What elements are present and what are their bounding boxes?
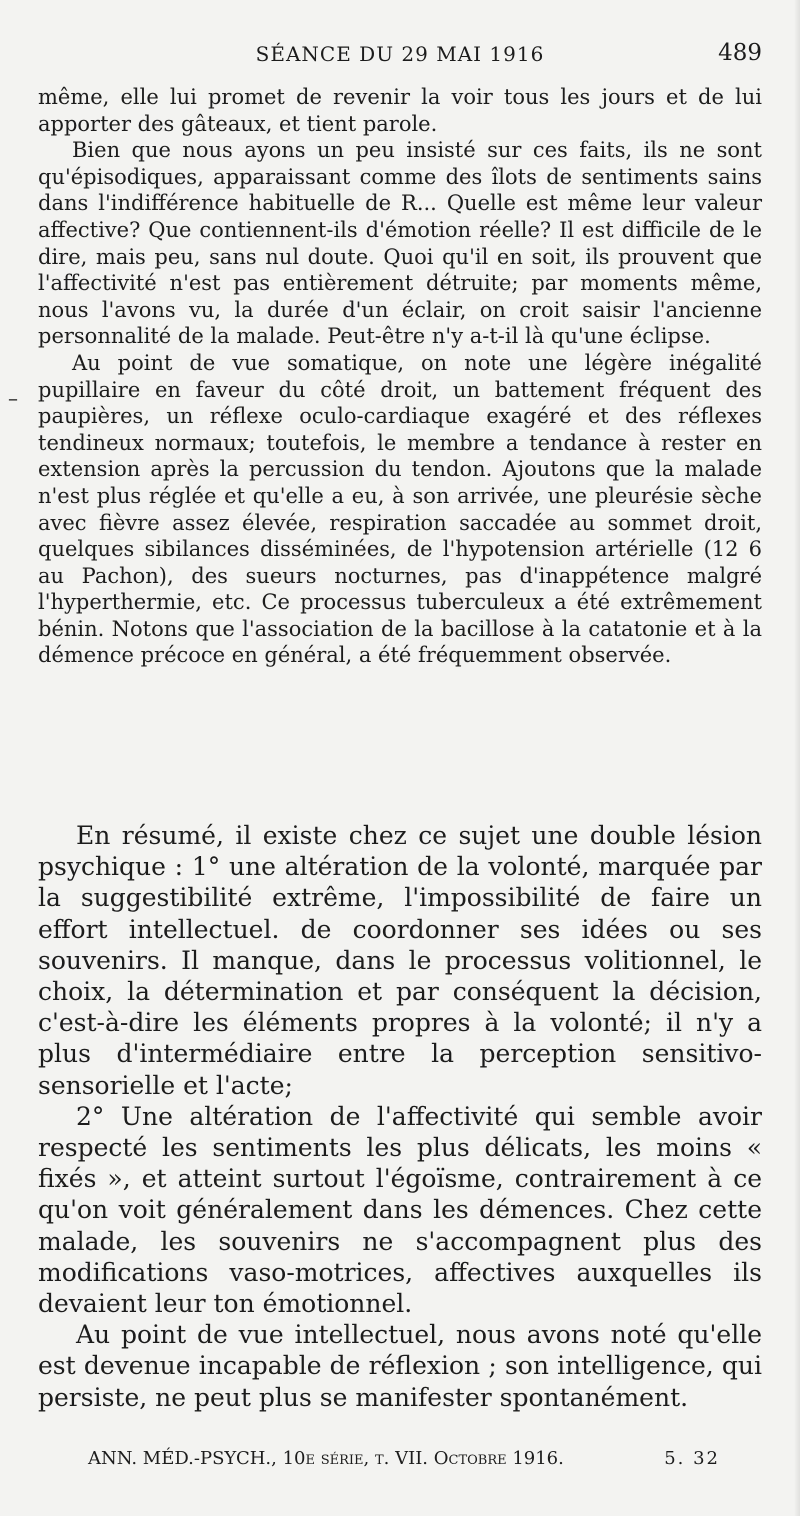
- section-summary: [38, 820, 762, 1413]
- paragraph: 2° Une altération de l'affectivité qui semble avoir respecté les sentiments les plus délicats, les moins « fixés », et atteint surtout l'égoïsme, contrairement à ce qu'on voit généralement dans les démences. Chez cette malade, les souvenirs ne s'accompagnent plus des modifications vaso-motrices, affectives auxquelles ils devaient leur ton émotionnel.: [38, 1101, 762, 1319]
- paragraph: Bien que nous ayons un peu insisté sur ces faits, ils ne sont qu'épisodiques, apparaissant comme des îlots de sentiments sains dans l'indifférence habituelle de R... Quelle est même leur valeur affective? Que contiennent-ils d'émotion réelle? Il est difficile de le dire, mais peu, sans nul doute. Quoi qu'il en soit, ils prouvent que l'affectivité n'est pas entièrement détruite; par moments même, nous l'avons vu, la durée d'un éclair, on croit saisir l'ancienne personnalité de la malade. Peut-être n'y a-t-il là qu'une éclipse.: [38, 138, 762, 349]
- scan-edge-shadow: [794, 0, 800, 1516]
- paragraph: Au point de vue intellectuel, nous avons noté qu'elle est devenue incapable de réflexion ; son intelligence, qui persiste, ne peut plus se manifester spontanément.: [38, 1320, 762, 1412]
- footer-citation: ANN. MÉD.-PSYCH., 10e série, t. VII. Octobre 1916.: [88, 1448, 564, 1469]
- footer-signature: 5. 32: [664, 1448, 720, 1469]
- margin-mark: –: [8, 386, 18, 410]
- page-number: 489: [718, 40, 762, 66]
- paragraph: même, elle lui promet de revenir la voir tous les jours et de lui apporter des gâteaux, et tient parole.: [38, 85, 762, 136]
- paragraph: En résumé, il existe chez ce sujet une double lésion psychique : 1° une altération de la volonté, marquée par la suggestibilité extrême, l'impossibilité de faire un effort intellectuel. de coordonner ses idées ou ses souvenirs. Il manque, dans le processus volitionnel, le choix, la détermination et par conséquent la décision, c'est-à-dire les éléments propres à la volonté; il n'y a plus d'intermédiaire entre la perception sensitivo-sensorielle et l'acte;: [38, 821, 762, 1100]
- page-header: [38, 38, 762, 78]
- paragraph: Au point de vue somatique, on note une légère inégalité pupillaire en faveur du côté droit, un battement fréquent des paupières, un réflexe oculo-cardiaque exagéré et des réflexes tendineux normaux; toutefois, le membre a tendance à rester en extension après la percussion du tendon. Ajoutons que la malade n'est plus réglée et qu'elle a eu, à son arrivée, une pleurésie sèche avec fièvre assez élevée, respiration saccadée au sommet droit, quelques sibilances disséminées, de l'hypotension artérielle (12 6 au Pachon), des sueurs nocturnes, pas d'inappétence malgré l'hyperthermie, etc. Ce processus tuberculeux a été extrêmement bénin. Notons que l'association de la bacillose à la catatonie et à la démence précoce en général, a été fréquemment observée.: [38, 350, 762, 668]
- page-footer: [88, 1448, 720, 1476]
- running-title: SÉANCE DU 29 MAI 1916: [255, 42, 545, 66]
- section-small-type: [38, 84, 762, 669]
